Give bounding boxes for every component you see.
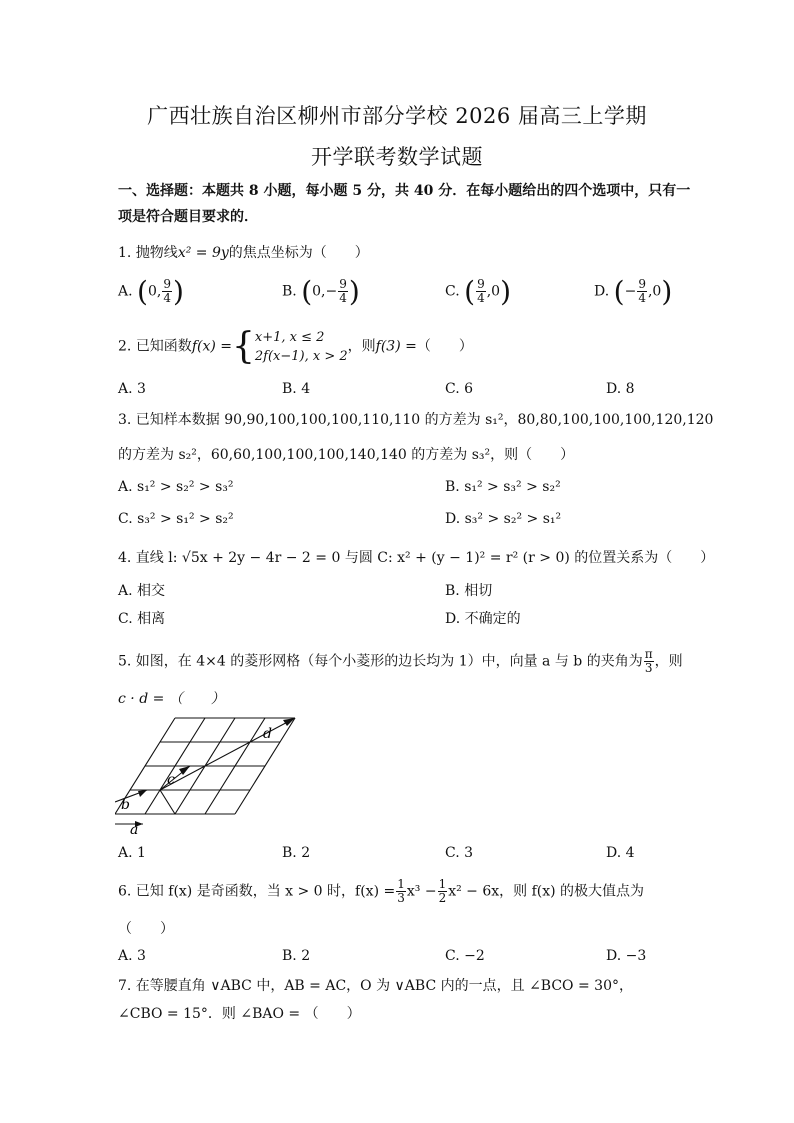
- q2-option-d[interactable]: D. 8: [606, 381, 635, 397]
- q1-equation: x² = 9y: [177, 245, 229, 261]
- q1-text-b: 的焦点坐标为（ ）: [228, 245, 369, 261]
- q1-number: 1.: [118, 245, 132, 261]
- q1-option-d[interactable]: D. (− $\frac{9}{4}$ ,0): [594, 275, 673, 308]
- q4-option-d[interactable]: D. 不确定的: [445, 611, 521, 627]
- q5-option-d[interactable]: D. 4: [606, 845, 635, 861]
- page-subtitle: 开学联考数学试题: [311, 145, 483, 169]
- vector-c-label: c: [167, 772, 175, 788]
- question-5-cont: c · d = （ ）: [118, 691, 225, 707]
- q1-option-b[interactable]: B. (0,− $\frac{9}{4}$ ): [282, 275, 360, 308]
- vector-d-label: d: [263, 726, 272, 742]
- q2-option-b[interactable]: B. 4: [282, 381, 311, 397]
- q1-option-c[interactable]: C. ( $\frac{9}{4}$ ,0): [445, 275, 511, 308]
- q6-option-d[interactable]: D. −3: [606, 948, 647, 964]
- question-1: [118, 242, 678, 262]
- q2-option-a[interactable]: A. 3: [118, 381, 146, 397]
- q3-option-d[interactable]: D. s₃² > s₂² > s₁²: [445, 511, 562, 527]
- question-7-cont: ∠CBO = 15°．则 ∠BAO = （ ）: [118, 1006, 361, 1022]
- page-title: 广西壮族自治区柳州市部分学校 2026 届高三上学期: [147, 104, 647, 128]
- q6-option-a[interactable]: A. 3: [118, 948, 146, 964]
- q5-option-b[interactable]: B. 2: [282, 845, 311, 861]
- q4-option-b[interactable]: B. 相切: [445, 583, 493, 599]
- vector-a-label: a: [130, 822, 139, 837]
- question-3: 3. 已知样本数据 90,90,100,100,100,110,110 的方差为 s₁²，80,80,100,100,100,120,120: [118, 412, 714, 428]
- q5-option-a[interactable]: A. 1: [118, 845, 146, 861]
- q2-option-c[interactable]: C. 6: [445, 381, 474, 397]
- question-6-cont: （ ）: [118, 921, 174, 937]
- q6-option-b[interactable]: B. 2: [282, 948, 311, 964]
- vector-b-label: b: [121, 797, 130, 813]
- question-7: 7. 在等腰直角 ∨ABC 中，AB = AC，O 为 ∨ABC 内的一点，且 ∠BCO = 30°，: [118, 978, 633, 994]
- question-3-cont: 的方差为 s₂²，60,60,100,100,100,140,140 的方差为 s₃²，则（ ）: [118, 447, 575, 463]
- q1-option-a[interactable]: A. (0, $\frac{9}{4}$ ): [118, 275, 184, 308]
- q3-option-c[interactable]: C. s₃² > s₁² > s₂²: [118, 511, 234, 527]
- question-5: 5. 如图，在 4×4 的菱形网格（每个小菱形的边长均为 1）中，向量 a 与 b 的夹角为 $\frac{\pi}{3}$ ，则: [118, 647, 683, 675]
- section-heading: 一、选择题：本题共 8 小题，每小题 5 分，共 40 分．在每小题给出的四个选项中，只有一: [118, 183, 691, 199]
- question-6: 6. 已知 f(x) 是奇函数，当 x > 0 时，f(x) = $\frac{1}{3}$ x³ − $\frac{1}{2}$ x² − 6x，则 f(x) 的极大值点为: [118, 877, 645, 905]
- q1-text: 抛物线: [135, 245, 178, 261]
- question-4: 4. 直线 l: √5x + 2y − 4r − 2 = 0 与圆 C: x² + (y − 1)² = r² (r > 0) 的位置关系为（ ）: [118, 550, 715, 566]
- q4-option-c[interactable]: C. 相离: [118, 611, 166, 627]
- q3-option-a[interactable]: A. s₁² > s₂² > s₃²: [118, 479, 234, 495]
- section-heading-cont: 项是符合题目要求的．: [118, 209, 258, 225]
- question-2: 2. 已知函数f(x) ={ x+1, x ≤ 2 2f(x−1), x > 2 ，则f(3) =（ ）: [118, 326, 473, 367]
- q3-option-b[interactable]: B. s₁² > s₃² > s₂²: [445, 479, 561, 495]
- q5-option-c[interactable]: C. 3: [445, 845, 474, 861]
- q6-option-c[interactable]: C. −2: [445, 948, 485, 964]
- rhombus-grid-figure: [115, 712, 315, 837]
- q4-option-a[interactable]: A. 相交: [118, 583, 166, 599]
